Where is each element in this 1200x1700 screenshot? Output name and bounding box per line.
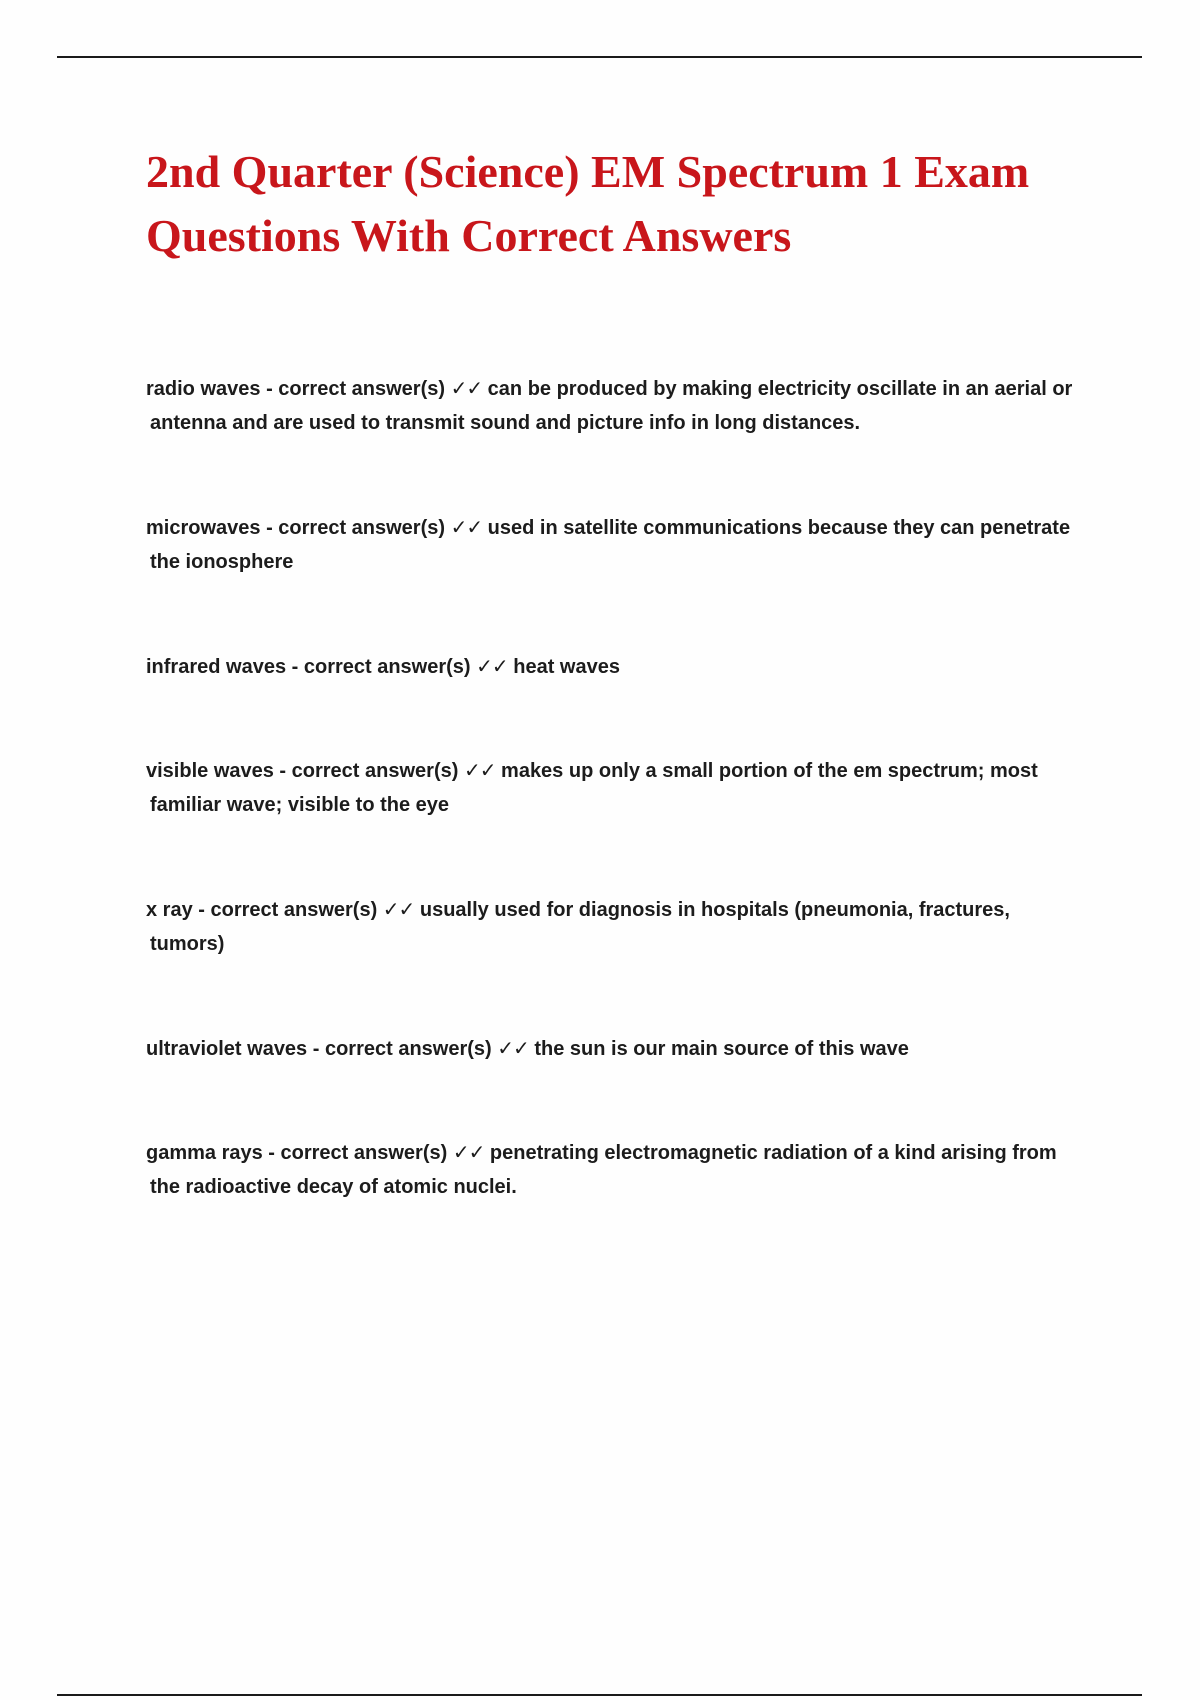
qa-item-microwaves xyxy=(146,510,1076,579)
qa-separator: - correct answer(s) xyxy=(273,760,464,782)
qa-item-x-ray xyxy=(146,892,1076,961)
qa-term: radio waves xyxy=(146,378,261,400)
qa-separator: - correct answer(s) xyxy=(260,517,451,539)
document-title: 2nd Quarter (Science) EM Spectrum 1 Exam Questions With Correct Answers xyxy=(146,146,1030,261)
header-rule xyxy=(57,56,1142,58)
qa-term: ultraviolet waves xyxy=(146,1038,308,1060)
double-check-icon: ✓✓ xyxy=(450,376,483,400)
qa-item-radio-waves xyxy=(146,371,1076,440)
qa-answer: heat waves xyxy=(513,656,620,678)
qa-separator: - correct answer(s) xyxy=(307,1038,498,1060)
qa-item-visible-waves xyxy=(146,753,1076,822)
double-check-icon: ✓✓ xyxy=(497,1036,529,1060)
qa-item-infrared-waves xyxy=(146,649,1076,684)
qa-item-ultraviolet-waves xyxy=(146,1031,1076,1066)
double-check-icon: ✓✓ xyxy=(450,515,483,539)
qa-item-gamma-rays xyxy=(146,1135,1076,1204)
double-check-icon: ✓✓ xyxy=(452,1140,485,1164)
qa-separator: - correct answer(s) xyxy=(286,656,477,678)
double-check-icon: ✓✓ xyxy=(382,897,415,921)
double-check-icon: ✓✓ xyxy=(476,654,508,678)
qa-term: microwaves xyxy=(146,517,261,539)
qa-term: infrared waves xyxy=(146,656,287,678)
qa-term: x ray xyxy=(146,899,193,921)
qa-term: gamma rays xyxy=(146,1142,263,1164)
qa-answer: can be produced by making electricity oscillate in an aerial or antenna and are used to transmit sound and picture info in long distances. xyxy=(150,378,1073,434)
qa-answer: makes up only a small portion of the em spectrum; most familiar wave; visible to the eye xyxy=(150,760,1038,816)
qa-answer: the sun is our main source of this wave xyxy=(534,1038,909,1060)
footer-rule xyxy=(57,1694,1142,1696)
qa-separator: - correct answer(s) xyxy=(260,378,451,400)
qa-answer: used in satellite communications because they can penetrate the ionosphere xyxy=(150,517,1071,573)
double-check-icon: ✓✓ xyxy=(463,758,496,782)
qa-answer: penetrating electromagnetic radiation of a kind arising from the radioactive decay of atomic nuclei. xyxy=(150,1142,1057,1198)
qa-separator: - correct answer(s) xyxy=(262,1142,453,1164)
qa-separator: - correct answer(s) xyxy=(192,899,383,921)
qa-answer: usually used for diagnosis in hospitals (pneumonia, fractures, tumors) xyxy=(150,899,1010,955)
qa-term: visible waves xyxy=(146,760,274,782)
